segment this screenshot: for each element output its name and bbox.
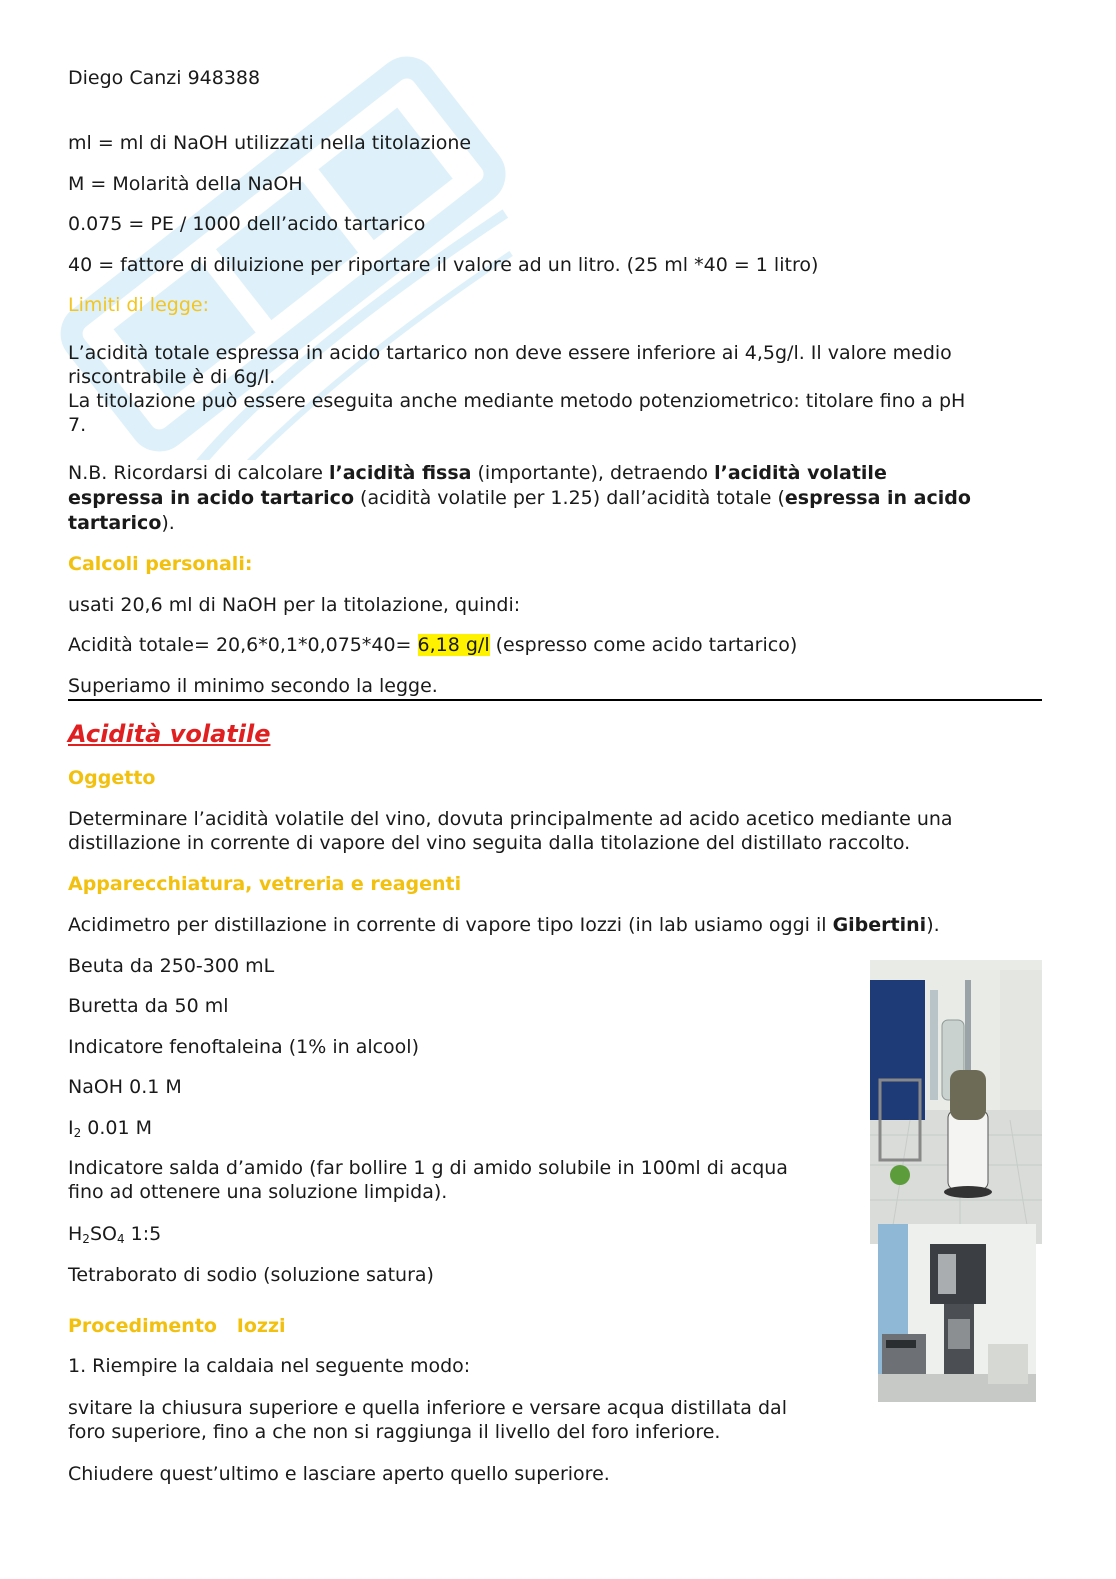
- h2so4-ratio: 1:5: [124, 1223, 162, 1245]
- legend-molarity: M = Molarità della NaOH: [68, 173, 303, 195]
- nb-text: ).: [161, 512, 175, 534]
- item-h2so4: [68, 1222, 161, 1246]
- nb-text: (importante), detraendo: [471, 462, 715, 484]
- nb-volatile-acidity: l’acidità volatile: [714, 462, 887, 484]
- step1: 1. Riempire la caldaia nel seguente modo:: [68, 1355, 471, 1377]
- object-line2: distillazione in corrente di vapore del vino seguita dalla titolazione del distillato raccolto.: [68, 832, 911, 854]
- nb-line3: [68, 511, 175, 535]
- nb-fixed-acidity: l’acidità fissa: [329, 462, 472, 484]
- object-line1: Determinare l’acidità volatile del vino, dovuta principalmente ad acido acetico mediante una: [68, 808, 953, 830]
- acidimeter-photo: [870, 960, 1042, 1244]
- volatile-title: Acidità volatile: [68, 720, 271, 748]
- step1-line2: foro superiore, fino a che non si raggiunga il livello del foro inferiore.: [68, 1421, 721, 1443]
- limits-p2-line2: 7.: [68, 414, 87, 436]
- equipment-heading: Apparecchiatura, vetreria e reagenti: [68, 873, 462, 895]
- limits-p1-line2: riscontrabile è di 6g/l.: [68, 366, 276, 388]
- nb-text: (acidità volatile per 1.25) dall’acidità totale (: [354, 487, 785, 509]
- h2so4-h: H: [68, 1223, 83, 1245]
- step1-line1: svitare la chiusura superiore e quella inferiore e versare acqua distillata dal: [68, 1397, 787, 1419]
- item-amido-line1: Indicatore salda d’amido (far bollire 1 g di amido solubile in 100ml di acqua: [68, 1157, 788, 1179]
- procedure-heading: Procedimento Iozzi: [68, 1315, 286, 1337]
- item-amido-line2: fino ad ottenere una soluzione limpida).: [68, 1181, 448, 1203]
- iodine-symbol: I: [68, 1117, 74, 1139]
- calc-used: usati 20,6 ml di NaOH per la titolazione, quindi:: [68, 594, 521, 616]
- step1-close: Chiudere quest’ultimo e lasciare aperto quello superiore.: [68, 1463, 610, 1485]
- h2so4-sub1: 2: [82, 1232, 90, 1246]
- item-buretta: Buretta da 50 ml: [68, 995, 229, 1017]
- nb-tartaric-end: tartarico: [68, 512, 162, 534]
- calc-total-value: 6,18 g/l: [417, 634, 490, 656]
- acidimeter-text-end: ).: [926, 914, 940, 936]
- calc-total: [68, 633, 797, 657]
- limits-p2-line1: La titolazione può essere eseguita anche mediante metodo potenziometrico: titolare fino a pH: [68, 390, 966, 412]
- item-iodine: [68, 1116, 152, 1140]
- acidimeter-brand: Gibertini: [832, 914, 927, 936]
- calc-heading: Calcoli personali:: [68, 553, 253, 575]
- nb-text: N.B. Ricordarsi di calcolare: [68, 462, 329, 484]
- legend-dilution: 40 = fattore di diluizione per riportare il valore ad un litro. (25 ml *40 = 1 litro): [68, 254, 819, 276]
- h2so4-sub2: 4: [116, 1232, 125, 1246]
- section-divider: [68, 699, 1042, 701]
- item-fenolftaleina: Indicatore fenoftaleina (1% in alcool): [68, 1036, 419, 1058]
- item-tetraborato: Tetraborato di sodio (soluzione satura): [68, 1264, 434, 1286]
- item-beuta: Beuta da 250-300 mL: [68, 955, 275, 977]
- nb-line1: [68, 461, 887, 485]
- author-line: Diego Canzi 948388: [68, 67, 261, 89]
- legend-pe: 0.075 = PE / 1000 dell’acido tartarico: [68, 213, 426, 235]
- nb-tartaric: espressa in acido tartarico: [68, 487, 355, 509]
- calc-total-formula: Acidità totale= 20,6*0,1*0,075*40=: [68, 634, 418, 656]
- iodine-subscript: 2: [73, 1126, 82, 1140]
- calc-conclusion: Superiamo il minimo secondo la legge.: [68, 675, 438, 697]
- item-naoh: NaOH 0.1 M: [68, 1076, 182, 1098]
- iodine-concentration: 0.01 M: [81, 1117, 153, 1139]
- limits-heading: Limiti di legge:: [68, 294, 209, 316]
- calc-total-note: (espresso come acido tartarico): [489, 634, 798, 656]
- object-heading: Oggetto: [68, 767, 156, 789]
- nb-expressed: espressa in acido: [784, 487, 971, 509]
- acidimeter-text: Acidimetro per distillazione in corrente di vapore tipo Iozzi (in lab usiamo oggi il: [68, 914, 833, 936]
- limits-p1-line1: L’acidità totale espressa in acido tartarico non deve essere inferiore ai 4,5g/l. Il valore medio: [68, 342, 952, 364]
- nb-line2: [68, 486, 971, 510]
- h2so4-so: SO: [89, 1223, 117, 1245]
- gibertini-photo: [878, 1224, 1036, 1402]
- legend-ml: ml = ml di NaOH utilizzati nella titolazione: [68, 132, 472, 154]
- acidimeter-line: [68, 913, 940, 937]
